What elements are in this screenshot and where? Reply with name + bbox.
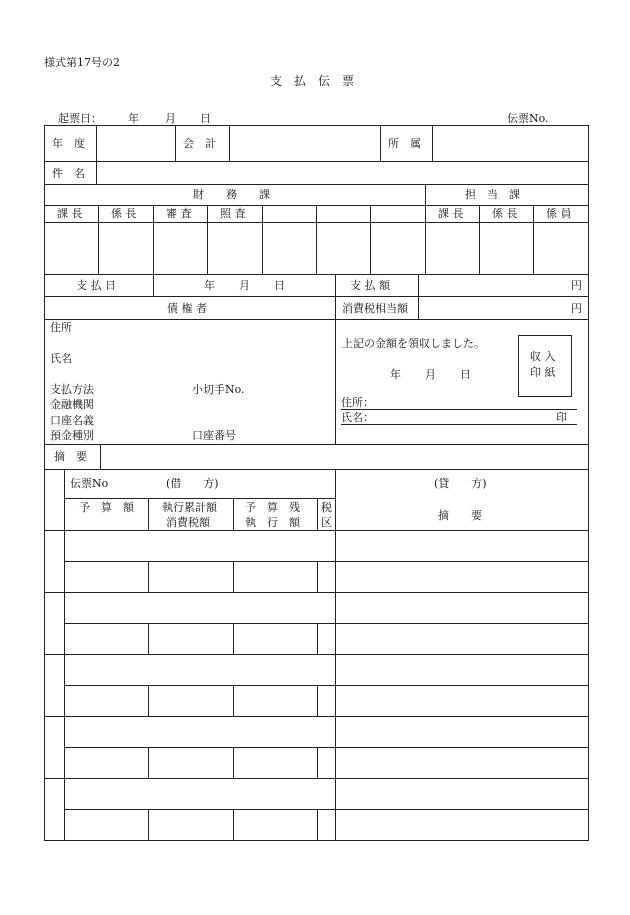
pay-date-day: 日 — [274, 279, 285, 292]
receipt-name-label: 氏名： — [341, 411, 374, 424]
pay-date-month: 月 — [239, 279, 250, 292]
pay-amount-label: 支 払 額 — [350, 279, 390, 292]
accounting-label: 会 計 — [183, 137, 216, 150]
stamp-line-1: 収 入 — [530, 350, 556, 363]
ledger-exec-amount: 執 行 額 — [245, 516, 300, 529]
receipt-day: 日 — [460, 368, 471, 381]
ledger-tax-cat-2: 区 — [321, 516, 332, 529]
ledger-consumption-tax: 消費税額 — [166, 516, 210, 529]
receipt-month: 月 — [425, 368, 436, 381]
ledger-budget-balance: 予 算 残 — [245, 501, 300, 514]
receipt-text: 上記の金額を領収しました。 — [342, 337, 485, 350]
issue-date-year: 年 — [128, 112, 139, 125]
issue-date-label: 起票日： — [58, 112, 102, 125]
resp-col-staff: 係 員 — [546, 207, 572, 220]
ledger-slip-no: 伝票No — [70, 477, 109, 490]
issue-date-day: 日 — [200, 112, 211, 125]
creditor-address: 住所 — [50, 321, 72, 334]
fiscal-year-label: 年 度 — [52, 137, 85, 150]
ledger-tax-cat-1: 税 — [321, 501, 332, 514]
pay-method-label: 支払方法 — [50, 383, 94, 396]
account-no-label: 口座番号 — [192, 429, 236, 442]
ledger-debit: (借 方) — [166, 477, 219, 490]
finance-col-subchief: 係 長 — [111, 207, 137, 220]
creditor-label: 債 権 者 — [167, 302, 207, 315]
seal-mark: 印 — [556, 411, 567, 424]
pay-date-year: 年 — [204, 279, 215, 292]
form-number: 様式第17号の2 — [44, 56, 120, 69]
finance-col-review: 審 査 — [166, 207, 192, 220]
tax-label: 消費税相当額 — [342, 302, 408, 315]
responsible-section-label: 担 当 課 — [465, 188, 520, 201]
pay-date-label: 支 払 日 — [76, 279, 116, 292]
receipt-year: 年 — [390, 368, 401, 381]
ledger-exec-total: 執行累計額 — [162, 501, 217, 514]
ledger-budget: 予 算 額 — [79, 501, 134, 514]
subject-label: 件 名 — [52, 167, 85, 180]
check-no-label: 小切手No. — [192, 383, 245, 396]
finance-col-chief: 課 長 — [57, 207, 83, 220]
deposit-type-label: 預金種別 — [50, 429, 94, 442]
creditor-name: 氏名 — [50, 352, 72, 365]
department-label: 所 属 — [388, 137, 421, 150]
issue-date-month: 月 — [165, 112, 176, 125]
page-title: 支 払 伝 票 — [270, 74, 355, 88]
pay-amount-yen: 円 — [571, 279, 582, 292]
account-name-label: 口座名義 — [50, 414, 94, 427]
resp-col-chief: 課 長 — [438, 207, 464, 220]
stamp-line-2: 印 紙 — [530, 366, 556, 379]
ledger-summary: 摘 要 — [438, 509, 482, 522]
slip-no-label: 伝票No. — [507, 112, 549, 125]
finance-section-label: 財 務 課 — [193, 188, 270, 201]
summary-label: 摘 要 — [54, 450, 87, 463]
receipt-address-label: 住所： — [341, 396, 374, 409]
finance-col-check: 照 査 — [220, 207, 246, 220]
ledger-credit: (貸 方) — [434, 477, 487, 490]
tax-yen: 円 — [571, 302, 582, 315]
bank-label: 金融機関 — [50, 398, 94, 411]
resp-col-subchief: 係 長 — [492, 207, 518, 220]
